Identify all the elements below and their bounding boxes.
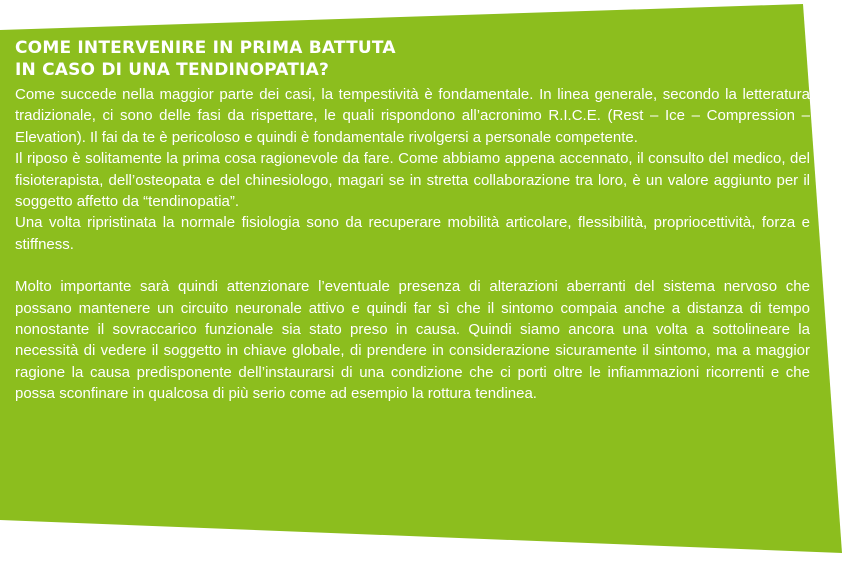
paragraph-sistema-nervoso: Molto importante sarà quindi attenzionare l’eventuale presenza di alterazioni aberranti del sistema nervoso che possano mantenere un circuito neuronale attivo e quindi far sì che il sintomo compaia anche a distanza di tempo nonostante il sovraccarico funzionale sia stato preso in causa. Quindi siamo ancora una volta a sottolineare la necessità di vedere il soggetto in chiave globale, di prendere in considerazione sicuramente il sintomo, ma a maggior ragione la causa predisponente dell’instaurarsi di una condizione che ci porti oltre le infiammazioni ricorrenti e che possa sconfinare in qualcosa di più serio come ad esempio la rottura tendinea.	[15, 278, 810, 403]
box-title	[15, 37, 810, 81]
box-content	[15, 37, 810, 405]
box-body	[15, 84, 810, 405]
paragraph-recupero: Una volta ripristinata la normale fisiologia sono da recuperare mobilità articolare, flessibilità, propriocettività, forza e stiffness.	[15, 214, 810, 253]
paragraph-spacer	[15, 255, 810, 276]
box-title-line-2: IN CASO DI UNA TENDINOPATIA?	[15, 60, 330, 80]
paragraph-rice: Come succede nella maggior parte dei casi, la tempestività è fondamentale. In linea generale, secondo la letteratura tradizionale, ci sono delle fasi da rispettare, le quali rispondono all’acronimo R.I.C.E. (Rest – Ice – Compression – Elevation). Il fai da te è pericoloso e quindi è fondamentale rivolgersi a personale competente.	[15, 86, 810, 146]
paragraph-riposo: Il riposo è solitamente la prima cosa ragionevole da fare. Come abbiamo appena accennato, il consulto del medico, del fisioterapista, dell’osteopata e del chinesiologo, magari se in stretta collaborazione tra loro, è un valore aggiunto per il soggetto affetto da “tendinopatia”.	[15, 150, 810, 211]
box-title-line-1: COME INTERVENIRE IN PRIMA BATTUTA	[15, 38, 396, 58]
